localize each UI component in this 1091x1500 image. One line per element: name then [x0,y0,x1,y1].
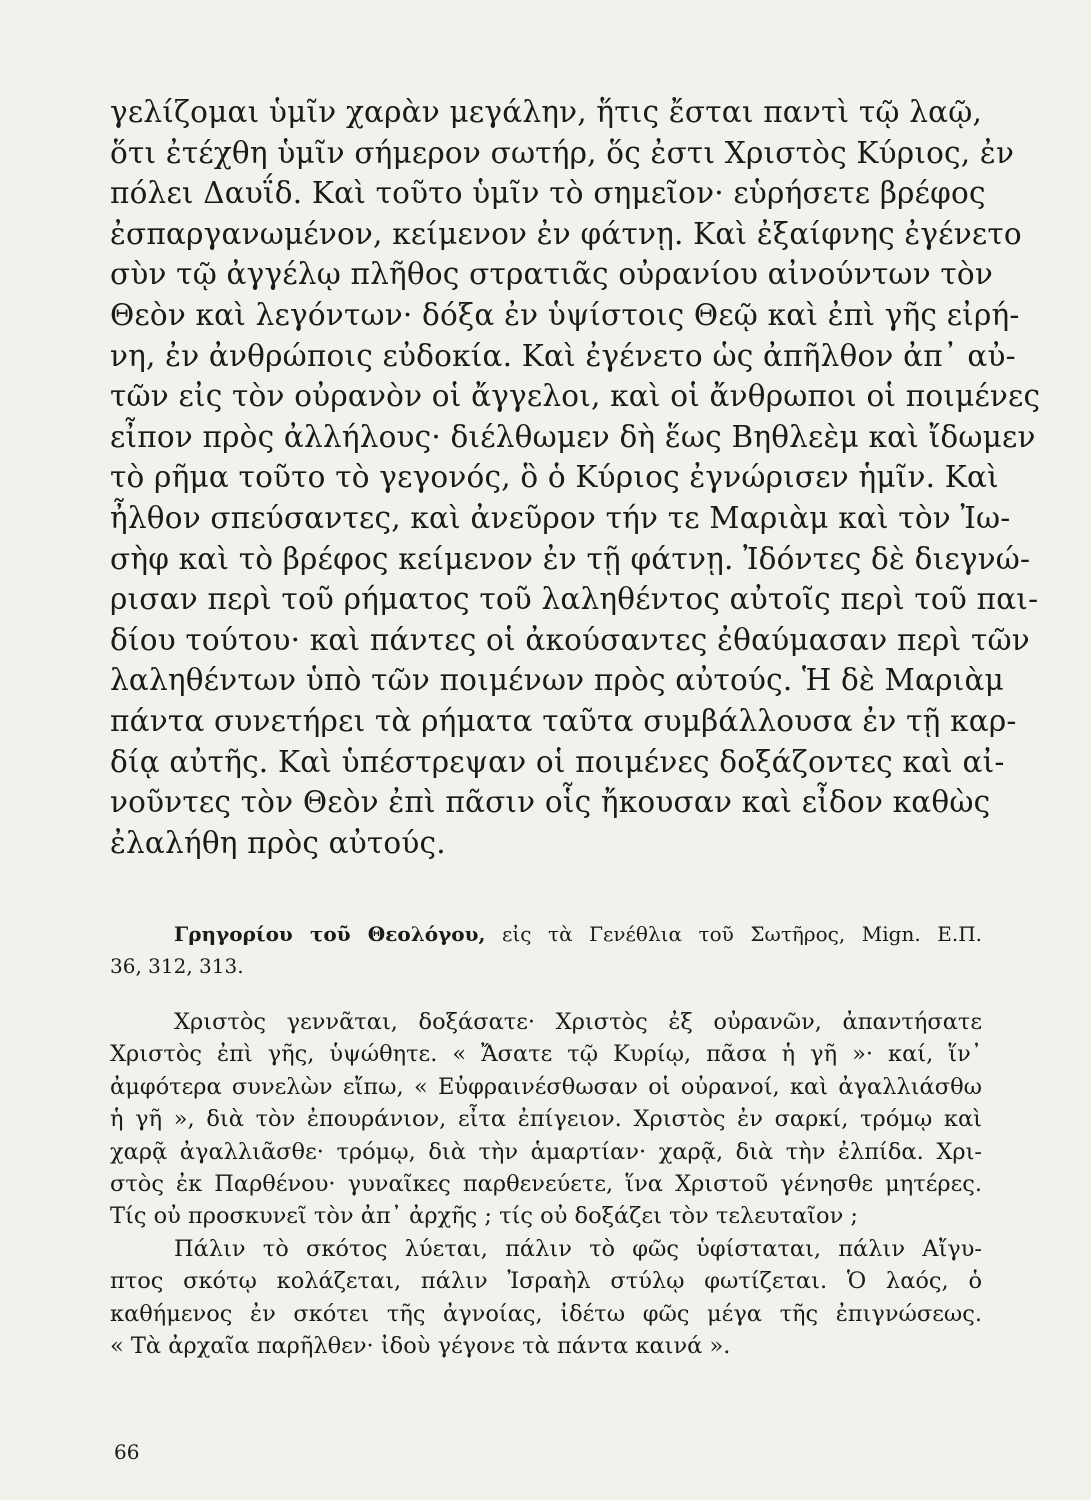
text-line: τὸ ρῆμα τοῦτο τὸ γεγονός, ὃ ὁ Κύριος ἐγνώρισεν ἡμῖν. Καὶ [110,460,999,495]
text-line: δίᾳ αὐτῆς. Καὶ ὑπέστρεψαν οἱ ποιμένες δοξάζοντες καὶ αἰ- [110,744,1005,779]
text-line: Χριστὸς γεννᾶται, δοξάσατε· Χριστὸς ἐξ οὐρανῶν, ἀπαντήσατε [174,1009,982,1035]
text-line: εἶπον πρὸς ἀλλήλους· διέλθωμεν δὴ ἕως Βηθλεὲμ καὶ ἴδωμεν [110,419,1036,454]
text-line: ὅτι ἐτέχθη ὑμῖν σήμερον σωτήρ, ὅς ἐστι Χριστὸς Κύριος, ἐν [110,135,1015,170]
text-line: σὴφ καὶ τὸ βρέφος κείμενον ἐν τῇ φάτνῃ. Ἰδόντες δὲ διεγνώ- [110,541,1031,576]
text-line: Πάλιν τὸ σκότος λύεται, πάλιν τὸ φῶς ὑφίσταται, πάλιν Αἴγυ- [174,1235,982,1262]
page-number: 66 [114,1440,140,1464]
work-title: εἰς τὰ Γενέθλια τοῦ Σωτῆρος, Mign. Ε.Π. [502,922,983,946]
text-line: ρισαν περὶ τοῦ ρήματος τοῦ λαληθέντος αὐτοῖς περὶ τοῦ παι- [110,582,1039,617]
text-line: ἀμφότερα συνελὼν εἴπω, « Εὐφραινέσθωσαν οἱ οὐρανοί, καὶ ἀγαλλιάσθω [110,1073,982,1100]
text-line: ἐλαλήθη πρὸς αὐτούς. [110,825,446,860]
text-line: καθήμενος ἐν σκότει τῆς ἀγνοίας, ἰδέτω φῶς μέγα τῆς ἐπιγνώσεως. [110,1300,982,1327]
text-line: πόλει Δαυΐδ. Καὶ τοῦτο ὑμῖν τὸ σημεῖον· εὑρήσετε βρέφος [110,176,986,211]
text-line: Χριστὸς ἐπὶ γῆς, ὑψώθητε. « Ἄσατε τῷ Κυρίῳ, πᾶσα ἡ γῆ »· καί, ἵν᾽ [110,1041,982,1068]
heading-line [110,918,982,950]
text-line: χαρᾷ ἀγαλλιᾶσθε· τρόμῳ, διὰ τὴν ἁμαρτίαν· χαρᾷ, διὰ τὴν ἐλπίδα. Χρι- [110,1138,982,1165]
text-line: Θεὸν καὶ λεγόντων· δόξα ἐν ὑψίστοις Θεῷ καὶ ἐπὶ γῆς εἰρή- [110,297,1020,332]
text-line: « Τὰ ἀρχαῖα παρῆλθεν· ἰδοὺ γέγονε τὰ πάντα καινά ». [110,1332,731,1359]
text-line: στὸς ἐκ Παρθένου· γυναῖκες παρθενεύετε, ἵνα Χριστοῦ γένησθε μητέρες. [110,1170,982,1197]
source-heading [110,918,982,982]
text-line: τῶν εἰς τὸν οὐρανὸν οἱ ἄγγελοι, καὶ οἱ ἄνθρωποι οἱ ποιμένες [110,379,1041,414]
text-line: πάντα συνετήρει τὰ ρήματα ταῦτα συμβάλλουσα ἐν τῇ καρ- [110,703,1017,738]
text-line: λαληθέντων ὑπὸ τῶν ποιμένων πρὸς αὐτούς. Ἡ δὲ Μαριὰμ [110,663,1004,698]
heading-reference: 36, 312, 313. [110,954,244,978]
text-line: ἡ γῆ », διὰ τὸν ἐπουράνιον, εἶτα ἐπίγειον. Χριστὸς ἐν σαρκί, τρόμῳ καὶ [110,1106,982,1133]
text-line: δίου τούτου· καὶ πάντες οἱ ἀκούσαντες ἐθαύμασαν περὶ τῶν [110,622,1030,657]
author-name: Γρηγορίου τοῦ Θεολόγου, [174,922,486,946]
text-line: νη, ἐν ἀνθρώποις εὐδοκία. Καὶ ἐγένετο ὡς ἀπῆλθον ἀπ᾽ αὐ- [110,338,1016,373]
text-line: γελίζομαι ὑμῖν χαρὰν μεγάλην, ἥτις ἔσται παντὶ τῷ λαῷ, [110,95,983,129]
text-line: Τίς οὐ προσκυνεῖ τὸν ἀπ᾽ ἀρχῆς ; τίς οὐ δοξάζει τὸν τελευταῖον ; [110,1203,859,1230]
text-line: σὺν τῷ ἀγγέλῳ πλῆθος στρατιᾶς οὐρανίου αἰνούντων τὸν [110,257,994,292]
text-line: νοῦντες τὸν Θεὸν ἐπὶ πᾶσιν οἷς ἤκουσαν καὶ εἶδον καθὼς [110,785,991,820]
gospel-passage [110,92,1041,863]
sermon-passage [110,1006,982,1362]
text-line: ἦλθον σπεύσαντες, καὶ ἀνεῦρον τήν τε Μαριὰμ καὶ τὸν Ἰω- [110,500,1011,535]
text-line: πτος σκότῳ κολάζεται, πάλιν Ἰσραὴλ στύλῳ φωτίζεται. Ὁ λαός, ὁ [110,1268,982,1295]
text-line: ἐσπαργανωμένον, κείμενον ἐν φάτνῃ. Καὶ ἐξαίφνης ἐγένετο [110,216,1022,251]
